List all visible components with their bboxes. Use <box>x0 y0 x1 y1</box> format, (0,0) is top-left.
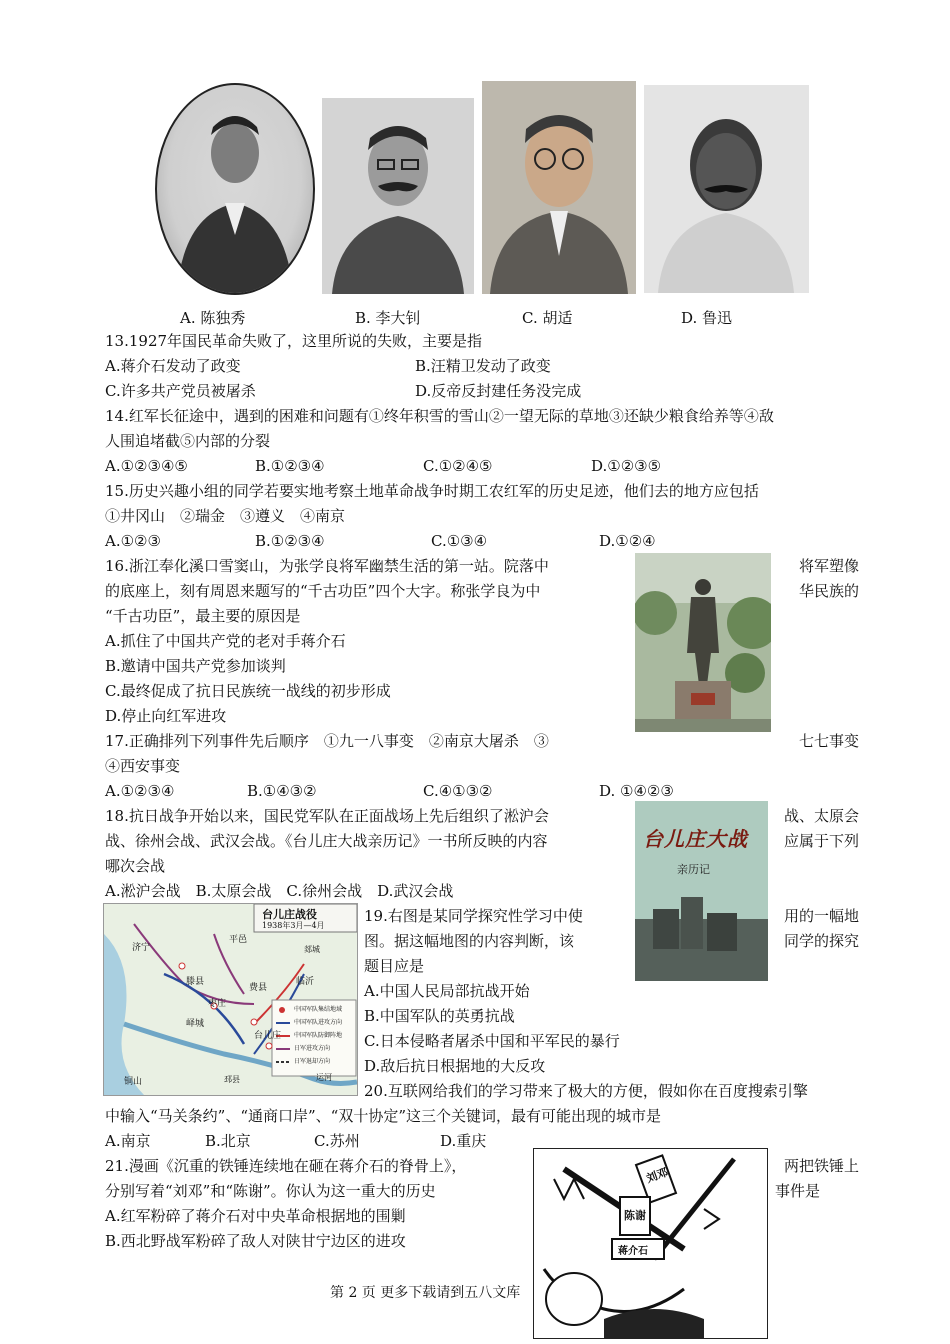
page-footer: 第 2 页 更多下载请到五八文库 <box>330 1285 521 1301</box>
q21-stem-line2-tail: 事件是 <box>775 1182 821 1200</box>
q14-option-b[interactable]: B.①②③④ <box>255 457 325 475</box>
q13-option-c[interactable]: C.许多共产党员被屠杀 <box>105 382 256 400</box>
portrait-figure-icon <box>644 85 809 293</box>
q14-stem-line1: 14.红军长征途中，遇到的困难和问题有①终年积雪的雪山②一望无际的草地③还缺少粮食给养等④敌 <box>105 407 774 425</box>
q13-option-a[interactable]: A.蒋介石发动了政变 <box>105 357 241 375</box>
q19-stem-line1: 19.右图是某同学探究性学习中使 <box>364 907 583 925</box>
q20-option-a[interactable]: A.南京 <box>105 1132 151 1150</box>
book-cover-title: 台儿庄大战 <box>643 827 748 851</box>
q19-stem-line2-tail: 同学的探究 <box>783 932 859 950</box>
cartoon-label-jiangjieshi: 蒋介石 <box>618 1246 648 1257</box>
q19-option-a[interactable]: A.中国人民局部抗战开始 <box>364 982 530 1000</box>
q21-option-b[interactable]: B.西北野战军粉碎了敌人对陕甘宁边区的进攻 <box>105 1232 406 1250</box>
q19-option-d[interactable]: D.敌后抗日根据地的大反攻 <box>364 1057 546 1075</box>
q15-option-d[interactable]: D.①②④ <box>599 532 656 550</box>
q19-stem-line3: 题目应是 <box>364 957 425 975</box>
q17-stem-line1: 17.正确排列下列事件先后顺序 ①九一八事变 ②南京大屠杀 ③ <box>105 732 549 750</box>
portrait-caption-b: B. 李大钊 <box>355 309 421 327</box>
q16-option-b[interactable]: B.邀请中国共产党参加谈判 <box>105 657 286 675</box>
q16-stem-line2-tail: 华民族的 <box>798 582 859 600</box>
q20-stem-line1: 20.互联网给我们的学习带来了极大的方便，假如你在百度搜索引擎 <box>364 1082 808 1100</box>
cartoon-image <box>533 1148 768 1339</box>
portrait-hu-shi <box>482 81 636 294</box>
portrait-lu-xun <box>644 85 809 293</box>
book-cover <box>635 801 768 981</box>
portrait-figure-icon <box>157 85 313 293</box>
q19-stem-line2: 图。据这幅地图的内容判断，该 <box>364 932 575 950</box>
map-place-taierzhuang: 台儿庄 <box>254 1031 282 1041</box>
q21-stem-line2: 分别写着“刘邓”和“陈谢”。你认为这一重大的历史 <box>105 1182 436 1200</box>
statue-icon <box>635 553 771 732</box>
q18-stem-line1: 18.抗日战争开始以来，国民党军队在正面战场上先后组织了淞沪会 <box>105 807 549 825</box>
q19-option-c[interactable]: C.日本侵略者屠杀中国和平军民的暴行 <box>364 1032 620 1050</box>
portrait-figure-icon <box>482 81 636 294</box>
q21-stem-line1-tail: 两把铁锤上 <box>783 1157 859 1175</box>
q14-option-d[interactable]: D.①②③⑤ <box>591 457 662 475</box>
map-legend-3: 中国军队防御阵地 <box>294 1032 343 1039</box>
q14-option-c[interactable]: C.①②④⑤ <box>423 457 493 475</box>
map-place-yicheng: 峄城 <box>186 1019 205 1029</box>
q17-option-c[interactable]: C.④①③② <box>423 782 493 800</box>
q17-option-d[interactable]: D. ①④②③ <box>599 782 674 800</box>
map-place-jining: 济宁 <box>132 943 151 953</box>
q17-option-b[interactable]: B.①④③② <box>247 782 317 800</box>
q16-option-d[interactable]: D.停止向红军进攻 <box>105 707 227 725</box>
q16-option-a[interactable]: A.抓住了中国共产党的老对手蒋介石 <box>105 632 346 650</box>
map-place-yunhe: 运河 <box>316 1073 332 1082</box>
q13-option-d[interactable]: D.反帝反封建任务没完成 <box>415 382 582 400</box>
map-place-tongshan: 铜山 <box>124 1077 143 1087</box>
map-place-zaozhuang: 枣庄 <box>208 999 227 1009</box>
q18-options[interactable]: A.淞沪会战 B.太原会战 C.徐州会战 D.武汉会战 <box>105 882 454 900</box>
map-place-pixian: 邳县 <box>224 1075 240 1084</box>
q20-option-b[interactable]: B.北京 <box>205 1132 251 1150</box>
q13-stem: 13.1927年国民革命失败了，这里所说的失败，主要是指 <box>105 332 483 350</box>
map-legend-2: 中国军队进攻方向 <box>294 1019 343 1026</box>
q20-stem-line2: 中输入“马关条约”、“通商口岸”、“双十协定”这三个关键词，最有可能出现的城市是 <box>105 1107 662 1125</box>
q16-option-c[interactable]: C.最终促成了抗日民族统一战线的初步形成 <box>105 682 391 700</box>
cartoon-label-liudeng: 刘邓 <box>644 1165 670 1186</box>
portrait-li-dazhao <box>322 98 474 294</box>
q20-option-c[interactable]: C.苏州 <box>314 1132 360 1150</box>
q18-stem-line1-tail: 战、太原会 <box>783 807 859 825</box>
map-place-feixian: 费县 <box>249 983 268 993</box>
map-place-tengxian: 滕县 <box>186 977 205 987</box>
cartoon-label-chenxie: 陈谢 <box>624 1209 646 1222</box>
taierzhuang-map <box>103 903 358 1096</box>
q18-stem-line3: 哪次会战 <box>105 857 166 875</box>
q16-stem-line2: 的底座上，刻有周恩来题写的“千古功臣”四个大字。称张学良为中 <box>105 582 541 600</box>
statue-photo <box>635 553 771 732</box>
portrait-figure-icon <box>322 98 474 294</box>
q14-stem-line2: 人围追堵截⑤内部的分裂 <box>105 432 271 450</box>
map-legend-4: 日军进攻方向 <box>294 1045 331 1052</box>
map-date: 1938年3月—4月 <box>262 921 325 930</box>
map-title: 台儿庄战役 <box>262 908 317 921</box>
q16-stem-line1-tail: 将军塑像 <box>798 557 859 575</box>
q19-stem-line1-tail: 用的一幅地 <box>783 907 859 925</box>
q15-stem-line2: ①井冈山 ②瑞金 ③遵义 ④南京 <box>105 507 346 525</box>
q17-stem-line1-tail: 七七事变 <box>798 732 859 750</box>
q21-stem-line1: 21.漫画《沉重的铁锤连续地在砸在蒋介石的脊骨上》， <box>105 1157 467 1175</box>
map-place-pingyi: 平邑 <box>229 935 248 945</box>
q14-option-a[interactable]: A.①②③④⑤ <box>105 457 188 475</box>
q13-option-b[interactable]: B.汪精卫发动了政变 <box>415 357 551 375</box>
q15-option-b[interactable]: B.①②③④ <box>255 532 325 550</box>
q16-stem-line3: “千古功臣”，最主要的原因是 <box>105 607 301 625</box>
map-place-tancheng: 郯城 <box>304 945 320 954</box>
q18-stem-line2-tail: 应属于下列 <box>783 832 859 850</box>
portrait-caption-a: A. 陈独秀 <box>180 309 246 327</box>
q18-stem-line2: 战、徐州会战、武汉会战。《台儿庄大战亲历记》一书所反映的内容 <box>105 832 548 850</box>
portrait-caption-d: D. 鲁迅 <box>681 309 733 327</box>
q15-option-a[interactable]: A.①②③ <box>105 532 161 550</box>
q15-stem-line1: 15.历史兴趣小组的同学若要实地考察土地革命战争时期工农红军的历史足迹，他们去的地方应包括 <box>105 482 759 500</box>
book-cover-subtitle: 亲历记 <box>677 863 710 876</box>
q16-stem-line1: 16.浙江奉化溪口雪窦山，为张学良将军幽禁生活的第一站。院落中 <box>105 557 549 575</box>
q21-option-a[interactable]: A.红军粉碎了蒋介石对中央革命根据地的围剿 <box>105 1207 406 1225</box>
q15-option-c[interactable]: C.①③④ <box>431 532 488 550</box>
q20-option-d[interactable]: D.重庆 <box>440 1132 487 1150</box>
map-legend-5: 日军退却方向 <box>294 1058 331 1065</box>
portrait-chen-duxiu <box>155 83 315 295</box>
q17-stem-line2: ④西安事变 <box>105 757 181 775</box>
map-legend-1: 中国军队集结地域 <box>294 1006 343 1013</box>
map-place-linyi: 临沂 <box>296 977 315 987</box>
q17-option-a[interactable]: A.①②③④ <box>105 782 175 800</box>
q19-option-b[interactable]: B.中国军队的英勇抗战 <box>364 1007 515 1025</box>
portrait-caption-c: C. 胡适 <box>522 309 573 327</box>
